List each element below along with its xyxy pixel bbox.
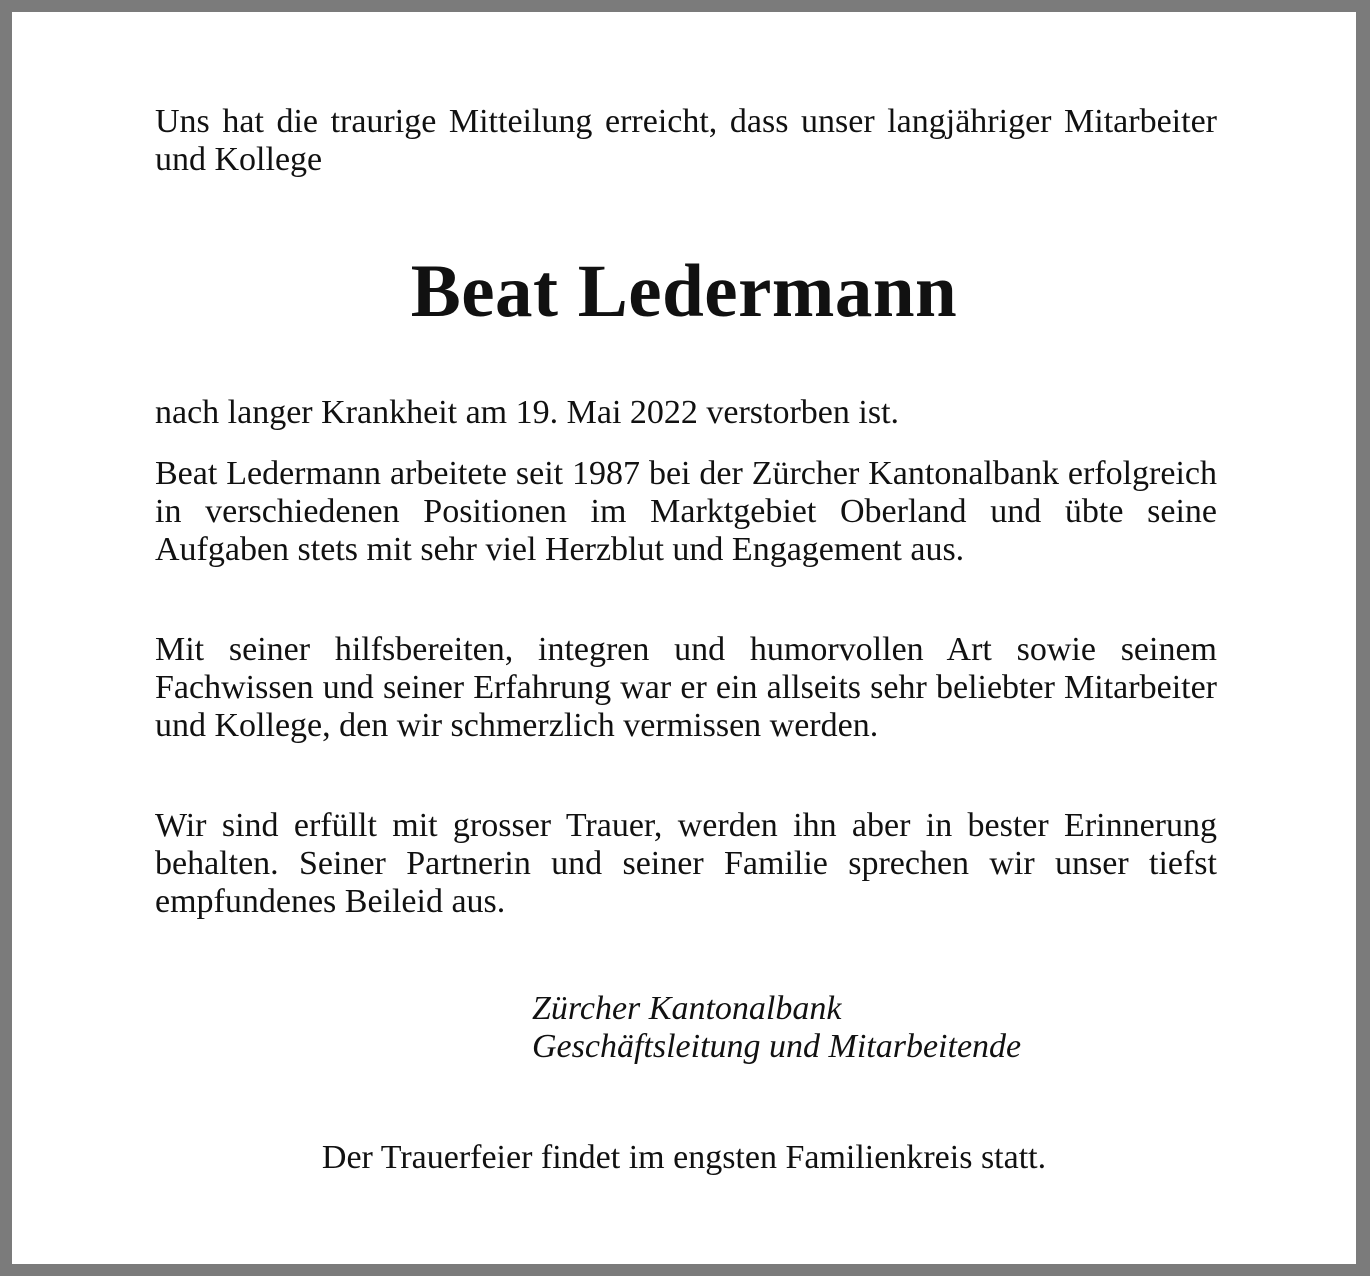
intro-text: Uns hat die traurige Mitteilung erreicht, dass unser langjähriger Mitarbeiter und Kollege xyxy=(155,103,1217,178)
signature-department: Geschäftsleitung und Mitarbeitende xyxy=(532,1028,1022,1065)
obituary-page xyxy=(12,12,1356,1264)
paragraph-career: Beat Ledermann arbeitete seit 1987 bei der Zürcher Kantonalbank erfolgreich in verschiedenen Positionen im Marktgebiet Oberland und übte seine Aufgaben stets mit sehr viel Herzblut und Engagement aus. xyxy=(155,455,1217,568)
funeral-note: Der Trauerfeier findet im engsten Familienkreis statt. xyxy=(321,1139,1047,1176)
signature-block xyxy=(532,990,1021,1066)
paragraph-condolences: Wir sind erfüllt mit grosser Trauer, werden ihn aber in bester Erinnerung behalten. Seiner Partnerin und seiner Familie sprechen wir unser tiefst empfundenes Beileid aus. xyxy=(155,807,1217,920)
deceased-name: Beat Ledermann xyxy=(410,250,958,333)
paragraph-character: Mit seiner hilfsbereiten, integren und humorvollen Art sowie seinem Fachwissen und seiner Erfahrung war er ein allseits sehr beliebter Mitarbeiter und Kollege, den wir schmerzlich vermissen werden. xyxy=(155,631,1217,744)
paragraph-death-notice: nach langer Krankheit am 19. Mai 2022 verstorben ist. xyxy=(155,394,900,431)
signature-organization: Zürcher Kantonalbank xyxy=(532,990,842,1027)
